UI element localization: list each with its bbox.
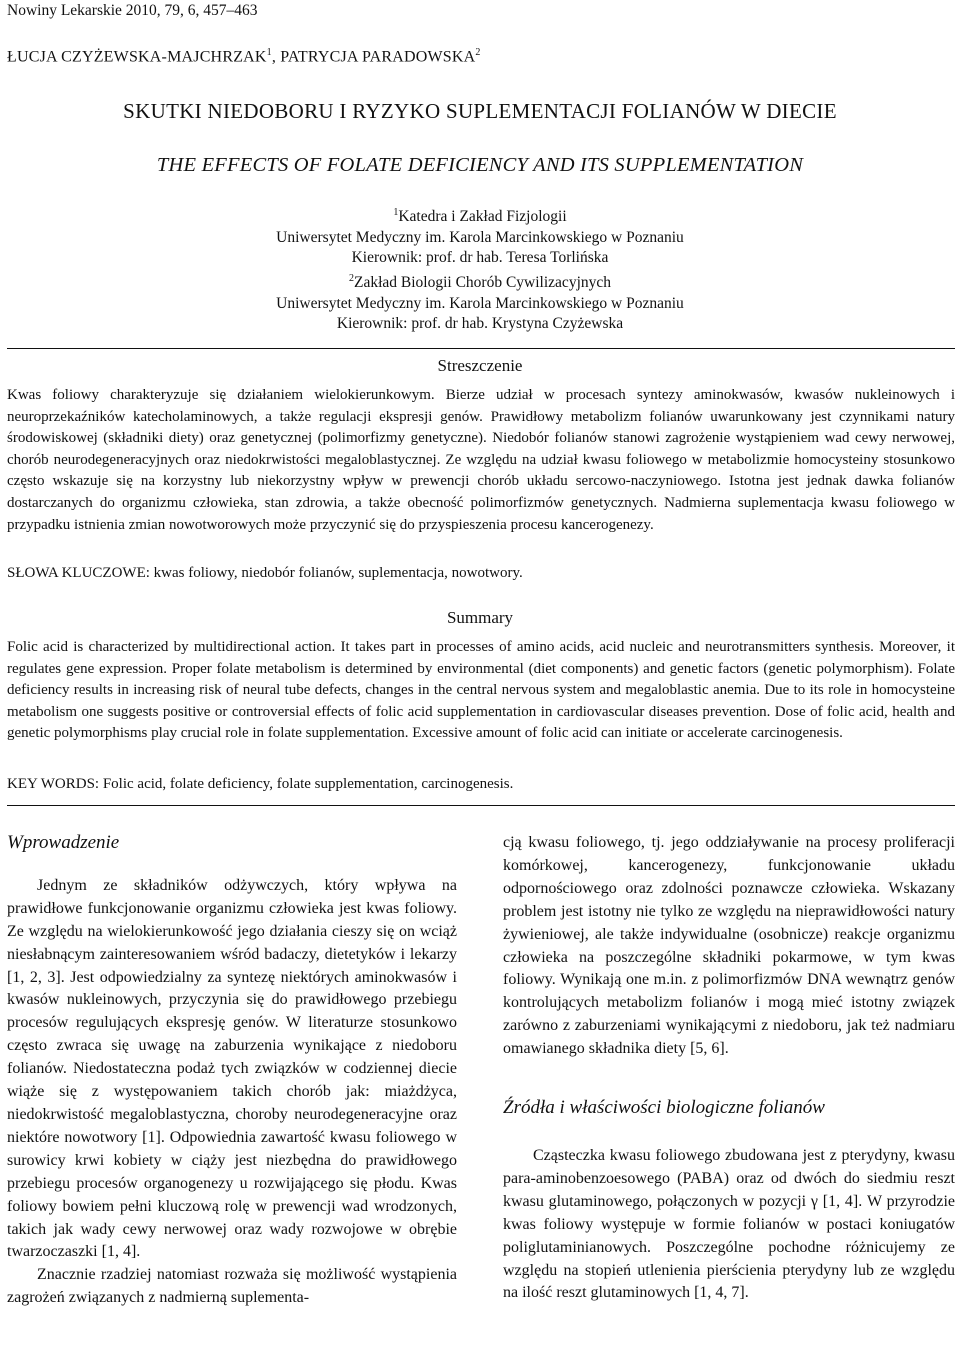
top-divider xyxy=(7,348,955,349)
section-heading-introduction: Wprowadzenie xyxy=(7,832,120,853)
introduction-continuation: cją kwasu foliowego, tj. jego oddziaływanie na procesy proliferacji komórkowej, kancerogenezy, funkcjonowanie układu odpornościowego oraz zdolności poznawcze człowieka. Wskazany problem jest istotny nie tylko ze względu na nieprawidłowości natury żywieniowej, ale także indywidualne (osobnicze) reakcje organizmu człowieka na poszczególne składniki pokarmowe, w tym kwas foliowy. Wynikają one m.in. z polimorfizmów DNA wewnątrz genów kontrolujących metabolizm folianów i mogą mieć istotny związek zarówno z zaburzeniami wynikającymi z niedoboru, jak też nadmiaru omawianego składnika diety [5, 6]. xyxy=(503,834,955,1058)
author-2-affiliation-mark: 2 xyxy=(475,47,481,58)
summary-keywords: KEY WORDS: Folic acid, folate deficiency, folate supplementation, carcinogenesis. xyxy=(7,776,514,792)
left-column xyxy=(7,832,457,1310)
sources-paragraph-1: Cząsteczka kwasu foliowego zbudowana jest z pterydyny, kwasu para-aminobenzoesowego (PABA) oraz od dwóch do siedmiu reszt kwasu glutaminowego, połączonych w pozycji γ [1, 4]. W przyrodzie kwas foliowy występuje w formie folianów w postaci koniugatów poliglutaminianowych. Poszczególne pochodne różnicujemy ze względu na stopień utlenienia pierścienia pterydyny lub ze względu na ilość reszt glutaminowych [1, 4, 7]. xyxy=(503,1146,955,1302)
affiliation-2-mark: 2 xyxy=(349,272,354,284)
author-1-affiliation-mark: 1 xyxy=(266,47,272,58)
author-separator: , xyxy=(271,48,281,66)
summary-heading: Summary xyxy=(446,608,514,627)
affiliation-1-department-name: Katedra i Zakład Fizjologii xyxy=(398,208,567,226)
affiliations-block xyxy=(0,203,960,335)
affiliation-1-university: Uniwersytet Medyczny im. Karola Marcinkowskiego w Poznaniu xyxy=(276,228,684,246)
affiliation-2-head: Kierownik: prof. dr hab. Krystyna Czyżewska xyxy=(336,315,624,333)
streszczenie-text: Kwas foliowy charakteryzuje się działaniem wielokierunkowym. Bierze udział w procesach syntezy aminokwasów, kwasów nukleinowych i neuroprzekaźników katecholaminowych, a także regulacji ekspresji genów. Prawidłowy metabolizm folianów uwarunkowany jest czynnikami natury środowiskowej (składniki diety) oraz genetycznej (polimorfizmy genetyczne). Niedobór folianów stanowi zagrożenie wystąpieniem wad cewy nerwowej, chorób neurodegeneracyjnych oraz niedokrwistości megaloblastycznej. Ze względu na udział kwasu foliowego w metabolizmie homocysteiny stosunkowo często wskazuje się na korzystny lub niekorzystny wpływ w prewencji chorób układu sercowo-naczyniowego. Istotna jest jednak dawka folianów dostarczanych do organizmu człowieka, stan zdrowia, a także obecność polimorfizmów genetycznych. Nadmierna suplementacja kwasu foliowego w przypadku istnienia zmian nowotworowych może przyczynić się do przyspieszenia procesu kancerogenezy. xyxy=(7,387,955,533)
affiliation-1-head: Kierownik: prof. dr hab. Teresa Torlińska xyxy=(351,249,609,267)
author-2: PATRYCJA PARADOWSKA xyxy=(280,48,476,66)
introduction-paragraph-1: Jednym ze składników odżywczych, który wpływa na prawidłowe funkcjonowanie organizmu człowieka jest kwas foliowy. Ze względu na wielokierunkowość jego działania cieszy się on wciąż niesłabnącym zainteresowaniem wśród badaczy, dietetyków i lekarzy [1, 2, 3]. Jest odpowiedzialny za syntezę niektórych aminokwasów i kwasów nukleinowych, przyczynia się do prawidłowego przebiegu procesów regulujących ekspresję genów. W literaturze stosunkowo często zwraca się uwagę na zaburzenia wynikające z niedoboru folianów. Niedostateczna podaż tych związków w codziennej diecie wiąże się z występowaniem takich chorób jak: miażdżyca, niedokrwistość megaloblastyczna, choroby neurodegeneracyjne oraz niektóre nowotwory [1]. Odpowiednia zawartość kwasu foliowego w surowicy krwi kobiety w ciąży jest niezbędna do prawidłowego przebiegu procesów organogenezy u rozwijającego się płodu. Kwas foliowy bowiem pełni kluczową rolę w prewencji wad wrodzonych, takich jak wady cewy nerwowej oraz wady rozwojowe w obrębie twarzoczaszki [1, 4]. xyxy=(7,876,457,1261)
author-1: ŁUCJA CZYŻEWSKA-MAJCHRZAK xyxy=(7,48,267,66)
authors-line xyxy=(7,47,481,66)
bottom-divider xyxy=(7,805,955,806)
section-heading-sources: Źródła i właściwości biologiczne folianów xyxy=(503,1097,825,1119)
summary-text: Folic acid is characterized by multidirectional action. It takes part in processes of amino acids, acid nucleic and neurotransmitters synthesis. Moreover, it regulates gene expression. Proper folate metabolism is determined by environmental (diet components) and genetic factors (genetic polymorphism). Folate deficiency results in increasing risk of neural tube defects, changes in the central nervous system and megaloblastic anemia. Due to its role in homocysteine metabolism one suggests positive or controversial effects of folic acid supplementation in cardiovascular diseases prevention. Dose of folic acid, health and genetic polymorphisms play crucial role in folate supplementation. Excessive amount of folic acid can initiate or accelerate carcinogenesis. xyxy=(7,639,955,742)
right-column xyxy=(503,832,955,1305)
affiliation-2-department xyxy=(0,269,960,294)
article-title-polish: SKUTKI NIEDOBORU I RYZYKO SUPLEMENTACJI FOLIANÓW W DIECIE xyxy=(123,99,837,123)
introduction-paragraph-2: Znacznie rzadziej natomiast rozważa się możliwość wystąpienia zagrożeń związanych z nadmierną suplementa- xyxy=(7,1266,457,1307)
affiliation-2-university: Uniwersytet Medyczny im. Karola Marcinkowskiego w Poznaniu xyxy=(276,294,684,312)
streszczenie-body xyxy=(7,385,955,536)
affiliation-1-department xyxy=(0,203,960,228)
affiliation-1-mark: 1 xyxy=(393,207,399,218)
streszczenie-keywords: SŁOWA KLUCZOWE: kwas foliowy, niedobór folianów, suplementacja, nowotwory. xyxy=(7,565,523,581)
journal-citation: Nowiny Lekarskie 2010, 79, 6, 457–463 xyxy=(7,2,258,19)
affiliation-2-department-name: Zakład Biologii Chorób Cywilizacyjnych xyxy=(354,274,611,292)
streszczenie-heading: Streszczenie xyxy=(437,356,523,375)
article-title-english: THE EFFECTS OF FOLATE DEFICIENCY AND ITS SUPPLEMENTATION xyxy=(156,154,804,176)
summary-body xyxy=(7,637,955,745)
